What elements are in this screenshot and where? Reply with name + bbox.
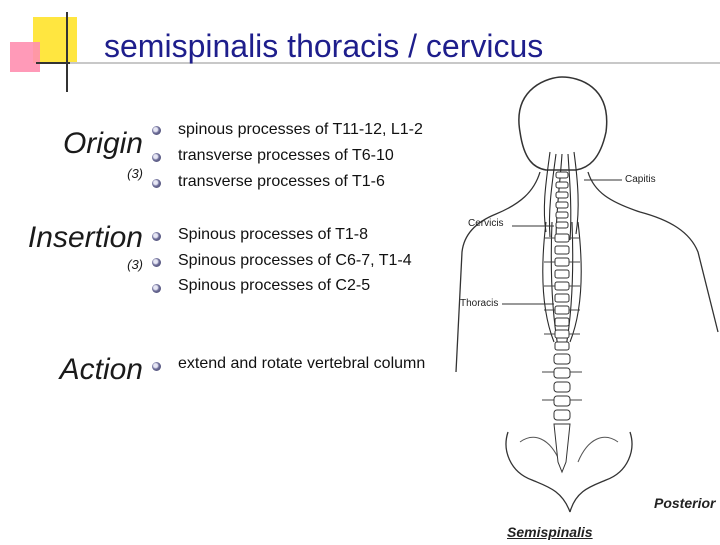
- bullet-icon: [152, 362, 161, 371]
- bullet-icon: [152, 258, 161, 267]
- origin-item: transverse processes of T6-10: [178, 147, 394, 164]
- cervicis-label: Cervicis: [468, 218, 504, 229]
- insertion-item: Spinous processes of C6-7, T1-4: [178, 252, 412, 269]
- bullet-icon: [152, 179, 161, 188]
- bullet-icon: [152, 232, 161, 241]
- insertion-label: Insertion: [27, 221, 143, 254]
- insertion-count: (3): [127, 257, 143, 272]
- bullet-icon: [152, 153, 161, 162]
- origin-item: spinous processes of T11-12, L1-2: [178, 121, 423, 138]
- slide-title: semispinalis thoracis / cervicus: [104, 28, 544, 64]
- origin-label: Origin: [62, 127, 143, 160]
- thoracis-label: Thoracis: [460, 298, 499, 309]
- decorative-pink-block: [10, 42, 40, 72]
- posterior-label: Posterior: [654, 495, 716, 511]
- origin-item: transverse processes of T1-6: [178, 173, 385, 190]
- bullet-icon: [152, 284, 161, 293]
- insertion-item: Spinous processes of C2-5: [178, 277, 371, 294]
- figure-caption: Semispinalis: [507, 524, 593, 540]
- semispinalis-illustration: [450, 72, 720, 540]
- capitis-label: Capitis: [625, 174, 656, 185]
- action-item: extend and rotate vertebral column: [178, 355, 426, 372]
- decorative-vertical-line: [66, 12, 68, 92]
- insertion-item: Spinous processes of T1-8: [178, 226, 369, 243]
- bullet-icon: [152, 126, 161, 135]
- action-label: Action: [59, 353, 143, 386]
- origin-count: (3): [127, 166, 143, 181]
